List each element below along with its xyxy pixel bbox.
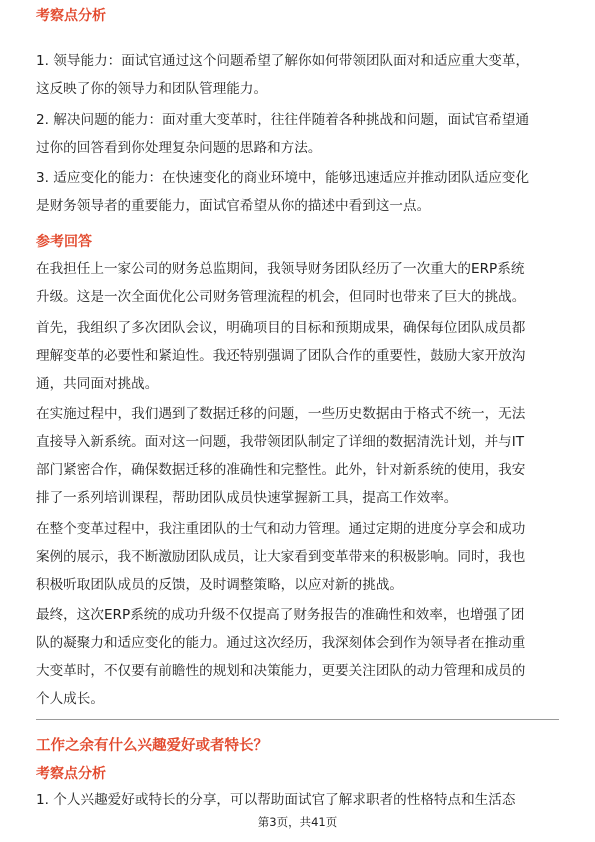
analysis-line: 3. 适应变化的能力：在快速变化的商业环境中，能够迅速适应并推动团队适应变化 [36, 170, 530, 186]
answer-line: 队的凝聚力和适应变化的能力。通过这次经历，我深刻体会到作为领导者在推动重 [36, 635, 526, 651]
answer-line: 大变革时，不仅要有前瞻性的规划和决策能力，更要关注团队的动力管理和成员的 [36, 663, 526, 679]
answer-line: 理解变革的必要性和紧迫性。我还特别强调了团队合作的重要性，鼓励大家开放沟 [36, 348, 526, 364]
answer-heading: 参考回答 [36, 234, 92, 250]
analysis-line: 过你的回答看到你处理复杂问题的思路和方法。 [36, 140, 322, 156]
section-divider [36, 719, 559, 720]
answer-line: 在实施过程中，我们遇到了数据迁移的问题，一些历史数据由于格式不统一，无法 [36, 406, 526, 422]
analysis-line: 这反映了你的领导力和团队管理能力。 [36, 81, 268, 97]
answer-line: 排了一系列培训课程，帮助团队成员快速掌握新工具，提高工作效率。 [36, 490, 458, 506]
answer-line: 通，共同面对挑战。 [36, 376, 159, 392]
question-title: 工作之余有什么兴趣爱好或者特长？ [36, 738, 268, 754]
analysis-line: 2. 解决问题的能力：面对重大变革时，往往伴随着各种挑战和问题，面试官希望通 [36, 112, 530, 128]
answer-line: 案例的展示，我不断激励团队成员，让大家看到变革带来的积极影响。同时，我也 [36, 549, 526, 565]
answer-line: 在整个变革过程中，我注重团队的士气和动力管理。通过定期的进度分享会和成功 [36, 521, 526, 537]
answer-line: 最终，这次ERP系统的成功升级不仅提高了财务报告的准确性和效率，也增强了团 [36, 607, 525, 623]
answer-line: 个人成长。 [36, 691, 104, 707]
answer-line: 首先，我组织了多次团队会议，明确项目的目标和预期成果，确保每位团队成员都 [36, 320, 526, 336]
analysis-line: 是财务领导者的重要能力，面试官希望从你的描述中看到这一点。 [36, 198, 431, 214]
analysis-line-2: 1. 个人兴趣爱好或特长的分享，可以帮助面试官了解求职者的性格特点和生活态 [36, 792, 516, 808]
analysis-line: 1. 领导能力：面试官通过这个问题希望了解你如何带领团队面对和适应重大变革， [36, 53, 530, 69]
analysis-heading-2: 考察点分析 [36, 766, 106, 782]
answer-line: 升级。这是一次全面优化公司财务管理流程的机会，但同时也带来了巨大的挑战。 [36, 289, 526, 305]
answer-line: 积极听取团队成员的反馈，及时调整策略，以应对新的挑战。 [36, 577, 404, 593]
answer-line: 在我担任上一家公司的财务总监期间，我领导财务团队经历了一次重大的ERP系统 [36, 261, 525, 277]
page-number: 第3页，共41页 [257, 815, 338, 829]
answer-line: 部门紧密合作，确保数据迁移的准确性和完整性。此外，针对新系统的使用，我安 [36, 462, 526, 478]
analysis-heading: 考察点分析 [36, 8, 106, 24]
answer-line: 直接导入新系统。面对这一问题，我带领团队制定了详细的数据清洗计划，并与IT [36, 434, 525, 450]
